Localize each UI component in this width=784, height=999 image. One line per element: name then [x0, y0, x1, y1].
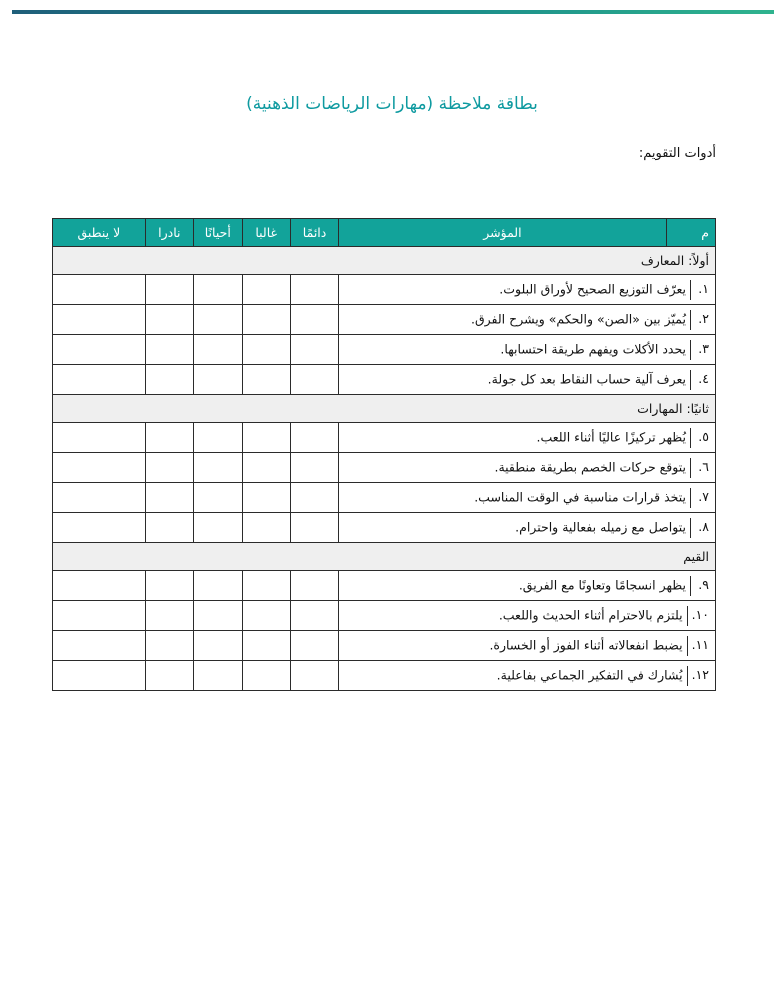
rating-cell-always[interactable] — [290, 335, 338, 365]
item-number: ٤. — [698, 371, 709, 386]
assessment-tools-label: أدوات التقويم: — [638, 146, 716, 161]
table-body — [53, 247, 716, 691]
indicator-text: يعرّف التوزيع الصحيح لأوراق البلوت. — [499, 281, 686, 296]
section-row — [53, 395, 716, 423]
rating-cell-not-applicable[interactable] — [53, 513, 146, 543]
indicator-text: يعرف آلية حساب النقاط بعد كل جولة. — [487, 371, 686, 386]
header-indicator: المؤشر — [339, 219, 666, 247]
indicator-text: يتخذ قرارات مناسبة في الوقت المناسب. — [474, 489, 686, 504]
table-header-row — [53, 219, 716, 247]
indicator-text: يتواصل مع زميله بفعالية واحترام. — [515, 519, 686, 534]
indicator-cell — [339, 423, 716, 453]
rating-cell-often[interactable] — [242, 513, 290, 543]
item-number: ٢. — [698, 311, 709, 326]
rating-cell-not-applicable[interactable] — [53, 661, 146, 691]
rating-cell-always[interactable] — [290, 631, 338, 661]
rating-cell-not-applicable[interactable] — [53, 453, 146, 483]
rating-cell-not-applicable[interactable] — [53, 601, 146, 631]
rating-cell-often[interactable] — [242, 335, 290, 365]
section-title: القيم — [53, 543, 716, 571]
rating-cell-rarely[interactable] — [145, 601, 193, 631]
section-title: أولاً: المعارف — [53, 247, 716, 275]
item-number: ١١. — [691, 637, 709, 652]
number-divider — [690, 340, 691, 360]
table-row — [53, 423, 716, 453]
indicator-cell — [339, 661, 716, 691]
rating-cell-sometimes[interactable] — [194, 453, 243, 483]
item-number: ٩. — [698, 577, 709, 592]
rating-cell-often[interactable] — [242, 453, 290, 483]
rating-cell-not-applicable[interactable] — [53, 631, 146, 661]
rating-cell-rarely[interactable] — [145, 365, 193, 395]
number-divider — [690, 310, 691, 330]
indicator-text: يحدد الأكلات ويفهم طريقة احتسابها. — [500, 341, 686, 356]
indicator-cell — [339, 483, 716, 513]
table-row — [53, 631, 716, 661]
rating-cell-rarely[interactable] — [145, 335, 193, 365]
rating-cell-sometimes[interactable] — [194, 275, 243, 305]
rating-cell-sometimes[interactable] — [194, 365, 243, 395]
table-row — [53, 601, 716, 631]
observation-table — [52, 218, 716, 691]
indicator-text: يظهر انسجامًا وتعاونًا مع الفريق. — [518, 577, 686, 592]
rating-cell-always[interactable] — [290, 513, 338, 543]
indicator-cell — [339, 631, 716, 661]
section-title: ثانيًا: المهارات — [53, 395, 716, 423]
table-row — [53, 661, 716, 691]
rating-cell-always[interactable] — [290, 601, 338, 631]
rating-cell-rarely[interactable] — [145, 571, 193, 601]
item-number: ٧. — [698, 489, 709, 504]
indicator-cell — [339, 571, 716, 601]
rating-cell-sometimes[interactable] — [194, 661, 243, 691]
section-row — [53, 247, 716, 275]
rating-cell-always[interactable] — [290, 305, 338, 335]
indicator-cell — [339, 275, 716, 305]
indicator-cell — [339, 365, 716, 395]
number-divider — [690, 428, 691, 448]
number-divider — [687, 666, 688, 686]
rating-cell-always[interactable] — [290, 453, 338, 483]
rating-cell-not-applicable[interactable] — [53, 275, 146, 305]
number-divider — [687, 606, 688, 626]
rating-cell-always[interactable] — [290, 365, 338, 395]
rating-cell-often[interactable] — [242, 305, 290, 335]
rating-cell-often[interactable] — [242, 571, 290, 601]
rating-cell-always[interactable] — [290, 483, 338, 513]
number-divider — [690, 280, 691, 300]
item-number: ٥. — [698, 429, 709, 444]
number-divider — [687, 636, 688, 656]
rating-cell-rarely[interactable] — [145, 483, 193, 513]
section-row — [53, 543, 716, 571]
number-divider — [690, 488, 691, 508]
table-row — [53, 365, 716, 395]
indicator-text: يضبط انفعالاته أثناء الفوز أو الخسارة. — [489, 637, 683, 652]
rating-cell-sometimes[interactable] — [194, 305, 243, 335]
header-rarely: نادرا — [145, 219, 193, 247]
rating-cell-not-applicable[interactable] — [53, 335, 146, 365]
header-always: دائمًا — [290, 219, 338, 247]
indicator-cell — [339, 453, 716, 483]
indicator-text: يُشارك في التفكير الجماعي بفاعلية. — [496, 667, 683, 682]
rating-cell-rarely[interactable] — [145, 423, 193, 453]
rating-cell-rarely[interactable] — [145, 305, 193, 335]
rating-cell-always[interactable] — [290, 275, 338, 305]
rating-cell-often[interactable] — [242, 601, 290, 631]
rating-cell-always[interactable] — [290, 571, 338, 601]
rating-cell-rarely[interactable] — [145, 631, 193, 661]
indicator-cell — [339, 335, 716, 365]
rating-cell-sometimes[interactable] — [194, 601, 243, 631]
table-row — [53, 335, 716, 365]
rating-cell-not-applicable[interactable] — [53, 423, 146, 453]
table-row — [53, 571, 716, 601]
rating-cell-sometimes[interactable] — [194, 423, 243, 453]
rating-cell-always[interactable] — [290, 661, 338, 691]
header-not-applicable: لا ينطبق — [53, 219, 146, 247]
table-row — [53, 453, 716, 483]
table-row — [53, 305, 716, 335]
indicator-text: يُظهر تركيزًا عاليًا أثناء اللعب. — [536, 429, 686, 444]
number-divider — [690, 370, 691, 390]
table-row — [53, 483, 716, 513]
rating-cell-often[interactable] — [242, 365, 290, 395]
rating-cell-sometimes[interactable] — [194, 513, 243, 543]
item-number: ١. — [698, 281, 709, 296]
item-number: ٨. — [698, 519, 709, 534]
item-number: ٣. — [698, 341, 709, 356]
rating-cell-often[interactable] — [242, 483, 290, 513]
rating-cell-often[interactable] — [242, 275, 290, 305]
page-title: بطاقة ملاحظة (مهارات الرياضات الذهنية) — [246, 94, 538, 114]
rating-cell-not-applicable[interactable] — [53, 305, 146, 335]
rating-cell-not-applicable[interactable] — [53, 365, 146, 395]
number-divider — [690, 518, 691, 538]
number-divider — [690, 458, 691, 478]
rating-cell-sometimes[interactable] — [194, 631, 243, 661]
table-row — [53, 275, 716, 305]
header-num: م — [666, 219, 715, 247]
indicator-cell — [339, 513, 716, 543]
item-number: ١٢. — [691, 667, 709, 682]
rating-cell-sometimes[interactable] — [194, 483, 243, 513]
rating-cell-rarely[interactable] — [145, 513, 193, 543]
number-divider — [690, 576, 691, 596]
rating-cell-often[interactable] — [242, 423, 290, 453]
top-accent-bar — [12, 10, 774, 14]
indicator-text: يُميّز بين «الصن» والحكم» ويشرح الفرق. — [470, 311, 686, 326]
rating-cell-sometimes[interactable] — [194, 571, 243, 601]
rating-cell-sometimes[interactable] — [194, 335, 243, 365]
indicator-text: يلتزم بالاحترام أثناء الحديث واللعب. — [498, 607, 683, 622]
rating-cell-always[interactable] — [290, 423, 338, 453]
rating-cell-not-applicable[interactable] — [53, 483, 146, 513]
rating-cell-rarely[interactable] — [145, 453, 193, 483]
indicator-text: يتوقع حركات الخصم بطريقة منطقية. — [494, 459, 686, 474]
indicator-cell — [339, 601, 716, 631]
rating-cell-not-applicable[interactable] — [53, 571, 146, 601]
item-number: ٦. — [698, 459, 709, 474]
rating-cell-often[interactable] — [242, 661, 290, 691]
table-row — [53, 513, 716, 543]
rating-cell-rarely[interactable] — [145, 275, 193, 305]
header-often: غالبا — [242, 219, 290, 247]
item-number: ١٠. — [691, 607, 709, 622]
header-sometimes: أحيانًا — [194, 219, 243, 247]
rating-cell-often[interactable] — [242, 631, 290, 661]
indicator-cell — [339, 305, 716, 335]
rating-cell-rarely[interactable] — [145, 661, 193, 691]
